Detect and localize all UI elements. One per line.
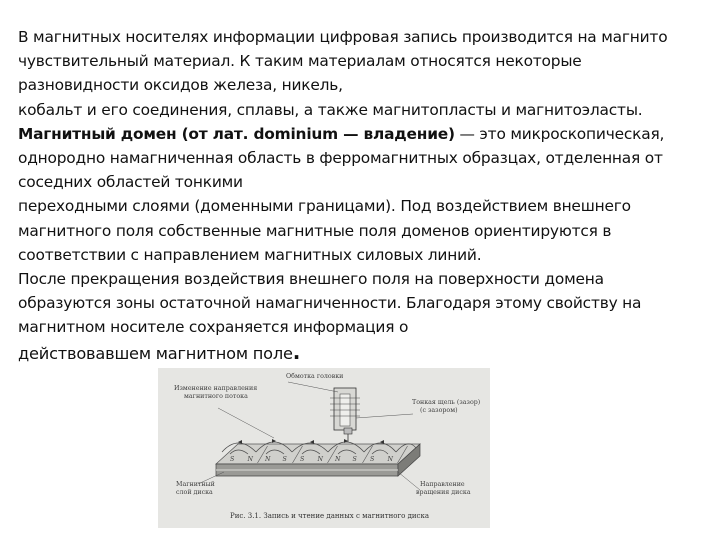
- domain-letter: N: [335, 456, 341, 463]
- domain-letter: S: [370, 456, 375, 463]
- domain-definition-start: — это микроскопическая,: [454, 124, 665, 143]
- label-magnetic-layer-1: Магнитный: [176, 481, 215, 488]
- label-direction-change-1: Изменение направления: [174, 385, 258, 392]
- label-thin-gap-1: Тонкая щель (зазор): [412, 399, 481, 406]
- text-line-6: однородно намагниченная область в ферромагнитных образцах, отделенная от: [18, 149, 663, 168]
- text-line-1: В магнитных носителях информации цифровая запись производится на магнито: [18, 28, 668, 46]
- figure-caption: Рис. 3.1. Запись и чтение данных с магнитного диска: [230, 512, 430, 520]
- domain-letter: N: [387, 456, 394, 463]
- domain-letter: S: [230, 456, 235, 463]
- text-line-11: После прекращения воздействия внешнего поля на поверхности домена: [18, 270, 604, 289]
- main-text: [18, 25, 712, 366]
- label-magnetic-layer-2: слой диска: [176, 489, 213, 496]
- text-line-2: чувствительный материал. К таким материалам относятся некоторые: [18, 52, 582, 71]
- text-line-3: разновидности оксидов железа, никель,: [18, 76, 343, 95]
- text-final-period: .: [292, 339, 301, 364]
- text-line-9: магнитного поля собственные магнитные поля доменов ориентируются в: [18, 221, 612, 240]
- text-line-14: [18, 340, 712, 366]
- text-line-4: кобальт и его соединения, сплавы, а также магнитопласты и магнитоэласты.: [18, 100, 643, 119]
- text-line-13: магнитном носителе сохраняется информация о: [18, 318, 409, 337]
- domain-letter: S: [300, 456, 305, 463]
- text-line-12: образуются зоны остаточной намагниченности. Благодаря этому свойству на: [18, 294, 642, 313]
- label-direction-change-2: магнитного потока: [184, 393, 248, 400]
- domain-letter: S: [352, 456, 357, 463]
- label-coil: Обмотка головки: [286, 373, 344, 380]
- domain-term: Магнитный домен (от лат. dominium — владение): [18, 124, 455, 143]
- domain-letter: N: [317, 456, 324, 463]
- text-line-10: соответствии с направлением магнитных силовых линий.: [18, 245, 482, 264]
- label-thin-gap-2: (с зазором): [420, 407, 458, 414]
- text-line-7: соседних областей тонкими: [18, 173, 243, 192]
- label-rotation-2: вращения диска: [416, 489, 471, 496]
- domain-letter: N: [247, 456, 254, 463]
- text-line-8: переходными слоями (доменными границами). Под воздействием внешнего: [18, 197, 631, 216]
- magnetic-disk-figure: [158, 368, 490, 528]
- text-line-14-body: действовавшем магнитном поле: [18, 343, 293, 363]
- domain-letter: N: [265, 456, 271, 463]
- figure-drawing: [158, 368, 490, 528]
- write-head: [330, 388, 360, 442]
- text-line-5: [18, 122, 712, 146]
- domain-letter: S: [282, 456, 287, 463]
- label-rotation-1: Направление: [420, 481, 465, 488]
